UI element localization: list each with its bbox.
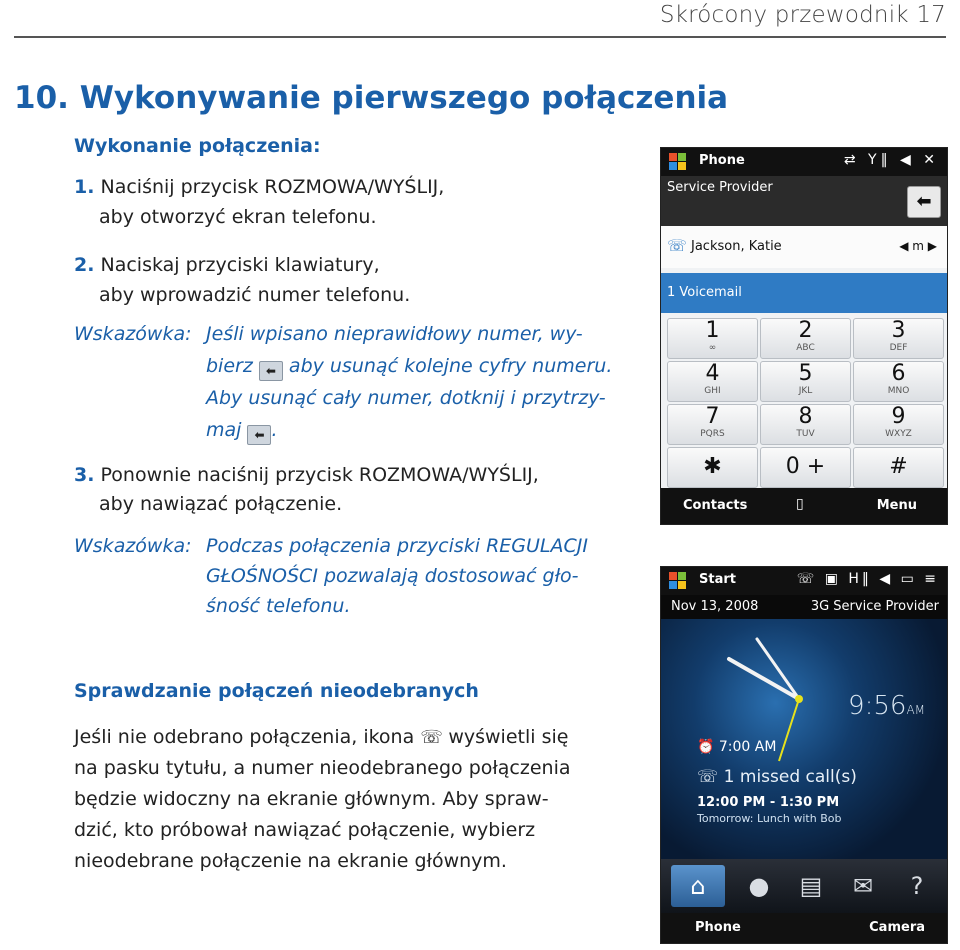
section-heading: 10. Wykonywanie pierwszego połączenia bbox=[14, 80, 729, 116]
contact-nav[interactable]: ◀ m ▶ bbox=[899, 239, 937, 253]
time-value: 9:56 bbox=[848, 691, 907, 721]
key-3[interactable]: 3 DEF bbox=[853, 318, 944, 359]
key-9[interactable]: 9 WXYZ bbox=[853, 404, 944, 445]
tip-2-line3: śność telefonu. bbox=[206, 595, 351, 617]
voicemail-label: 1 Voicemail bbox=[667, 285, 742, 300]
missed-line1a: Jeśli nie odebrano połączenia, ikona bbox=[74, 726, 415, 748]
missed-line1b: wyświetli się bbox=[448, 726, 569, 748]
key-8[interactable]: 8 TUV bbox=[760, 404, 851, 445]
key-6[interactable]: 6 MNO bbox=[853, 361, 944, 402]
key-hash[interactable]: # bbox=[853, 447, 944, 488]
backspace-icon: ⬅ bbox=[247, 425, 271, 445]
home-softkey-bar bbox=[661, 913, 947, 943]
page-header-title: Skrócony przewodnik 17 bbox=[659, 2, 946, 28]
step-3-number: 3. bbox=[74, 464, 95, 486]
phone-title-bar bbox=[661, 148, 947, 176]
tip-1-line2 bbox=[206, 352, 612, 381]
step-1-line1: Naciśnij przycisk ROZMOWA/WYŚLIJ, bbox=[100, 176, 445, 198]
menu-softkey[interactable]: Menu bbox=[876, 498, 917, 513]
key-5[interactable]: 5 JKL bbox=[760, 361, 851, 402]
tip-1-label: Wskazówka: bbox=[74, 323, 192, 345]
step-2-line1: Naciskaj przyciski klawiatury, bbox=[100, 254, 380, 276]
help-icon[interactable]: ? bbox=[910, 872, 924, 900]
phone-title: Phone bbox=[699, 153, 745, 168]
step-2 bbox=[74, 250, 380, 280]
alarm-text[interactable]: ⏰ 7:00 AM bbox=[697, 739, 777, 755]
tip-2-line1: Podczas połączenia przyciski REGULACJI bbox=[206, 535, 588, 557]
missed-line3: będzie widoczny na ekranie głównym. Aby spraw- bbox=[74, 788, 549, 810]
people-icon[interactable]: ● bbox=[748, 872, 770, 900]
tip-1-line2a: bierz bbox=[206, 355, 253, 377]
date-provider-bar bbox=[661, 595, 947, 619]
missed-line1 bbox=[74, 722, 568, 753]
key-0[interactable]: 0 + bbox=[760, 447, 851, 488]
time-suffix: AM bbox=[906, 703, 925, 717]
key-star[interactable]: ✱ bbox=[667, 447, 758, 488]
home-icon[interactable]: ⌂ bbox=[671, 865, 725, 907]
dial-display bbox=[661, 176, 947, 226]
step-1 bbox=[74, 172, 444, 202]
header-divider bbox=[14, 36, 946, 38]
home-status-icons[interactable]: ☏ ▣ H‖ ◀ ▭ ≡ bbox=[796, 571, 939, 587]
step-1-number: 1. bbox=[74, 176, 95, 198]
keypad bbox=[667, 318, 943, 488]
contact-row[interactable] bbox=[661, 226, 947, 268]
missed-call-icon: ☏ bbox=[420, 727, 443, 748]
status-icons[interactable]: ⇄ Y‖ ◀ ✕ bbox=[843, 152, 939, 168]
phone-dialer-screenshot bbox=[660, 147, 948, 525]
home-dock bbox=[661, 859, 947, 913]
step-3 bbox=[74, 460, 539, 490]
windows-logo-icon[interactable] bbox=[669, 153, 687, 171]
camera-softkey[interactable]: Camera bbox=[869, 920, 925, 935]
windows-logo-icon[interactable] bbox=[669, 572, 687, 590]
date-text: Nov 13, 2008 bbox=[671, 599, 759, 614]
backspace-button[interactable]: ⬅ bbox=[907, 186, 941, 218]
calendar-event[interactable]: Tomorrow: Lunch with Bob bbox=[697, 812, 842, 825]
key-2[interactable]: 2 ABC bbox=[760, 318, 851, 359]
tip-1-line1: Jeśli wpisano nieprawidłowy numer, wy- bbox=[206, 323, 583, 345]
contact-name: Jackson, Katie bbox=[691, 239, 782, 254]
step-2-number: 2. bbox=[74, 254, 95, 276]
phone-home-screenshot bbox=[660, 566, 948, 944]
step-2-line2: aby wprowadzić numer telefonu. bbox=[99, 284, 411, 306]
tip-1-line4 bbox=[206, 416, 278, 445]
calendar-time[interactable]: 12:00 PM - 1:30 PM bbox=[697, 795, 840, 810]
messages-icon[interactable]: ▤ bbox=[799, 872, 823, 900]
key-7[interactable]: 7 PQRS bbox=[667, 404, 758, 445]
missed-calls-heading: Sprawdzanie połączeń nieodebranych bbox=[74, 680, 479, 702]
start-title: Start bbox=[699, 572, 736, 587]
missed-line2: na pasku tytułu, a numer nieodebranego połączenia bbox=[74, 757, 571, 779]
key-4[interactable]: 4 GHI bbox=[667, 361, 758, 402]
step-3-line2: aby nawiązać połączenie. bbox=[99, 493, 343, 515]
home-title-bar bbox=[661, 567, 947, 595]
voicemail-row[interactable] bbox=[661, 273, 947, 313]
missed-line4: dzić, kto próbował nawiązać połączenie, wybierz bbox=[74, 819, 536, 841]
service-provider-label: Service Provider bbox=[667, 180, 773, 195]
step-1-line2: aby otworzyć ekran telefonu. bbox=[99, 206, 377, 228]
provider-text: 3G Service Provider bbox=[810, 599, 939, 614]
tip-1-line4a: maj bbox=[206, 419, 242, 441]
backspace-icon: ⬅ bbox=[259, 361, 283, 381]
softkey-bar bbox=[661, 488, 947, 524]
step-3-line1: Ponownie naciśnij przycisk ROZMOWA/WYŚLIJ, bbox=[100, 464, 539, 486]
tip-2-label: Wskazówka: bbox=[74, 535, 192, 557]
tip-1-line4b: . bbox=[271, 419, 278, 441]
phone-softkey[interactable]: Phone bbox=[695, 920, 741, 935]
key-1[interactable]: 1 ∞ bbox=[667, 318, 758, 359]
home-clock-panel[interactable] bbox=[661, 619, 947, 859]
tip-1-line2b: aby usunąć kolejne cyfry numeru. bbox=[288, 355, 613, 377]
tip-1-line3: Aby usunąć cały numer, dotknij i przytrzy- bbox=[206, 387, 606, 409]
keyboard-icon[interactable]: ▯ bbox=[796, 496, 804, 512]
missed-line5: nieodebrane połączenie na ekranie głównym. bbox=[74, 850, 507, 872]
clock-time bbox=[848, 691, 925, 721]
phone-contact-icon: ☏ bbox=[667, 236, 688, 255]
tip-2-line2: GŁOŚNOŚCI pozwalają dostosować gło- bbox=[206, 565, 579, 587]
missed-calls-text[interactable]: ☏ 1 missed call(s) bbox=[697, 767, 857, 787]
contacts-softkey[interactable]: Contacts bbox=[683, 498, 748, 513]
mail-icon[interactable]: ✉ bbox=[852, 872, 874, 900]
subheading: Wykonanie połączenia: bbox=[74, 135, 321, 157]
